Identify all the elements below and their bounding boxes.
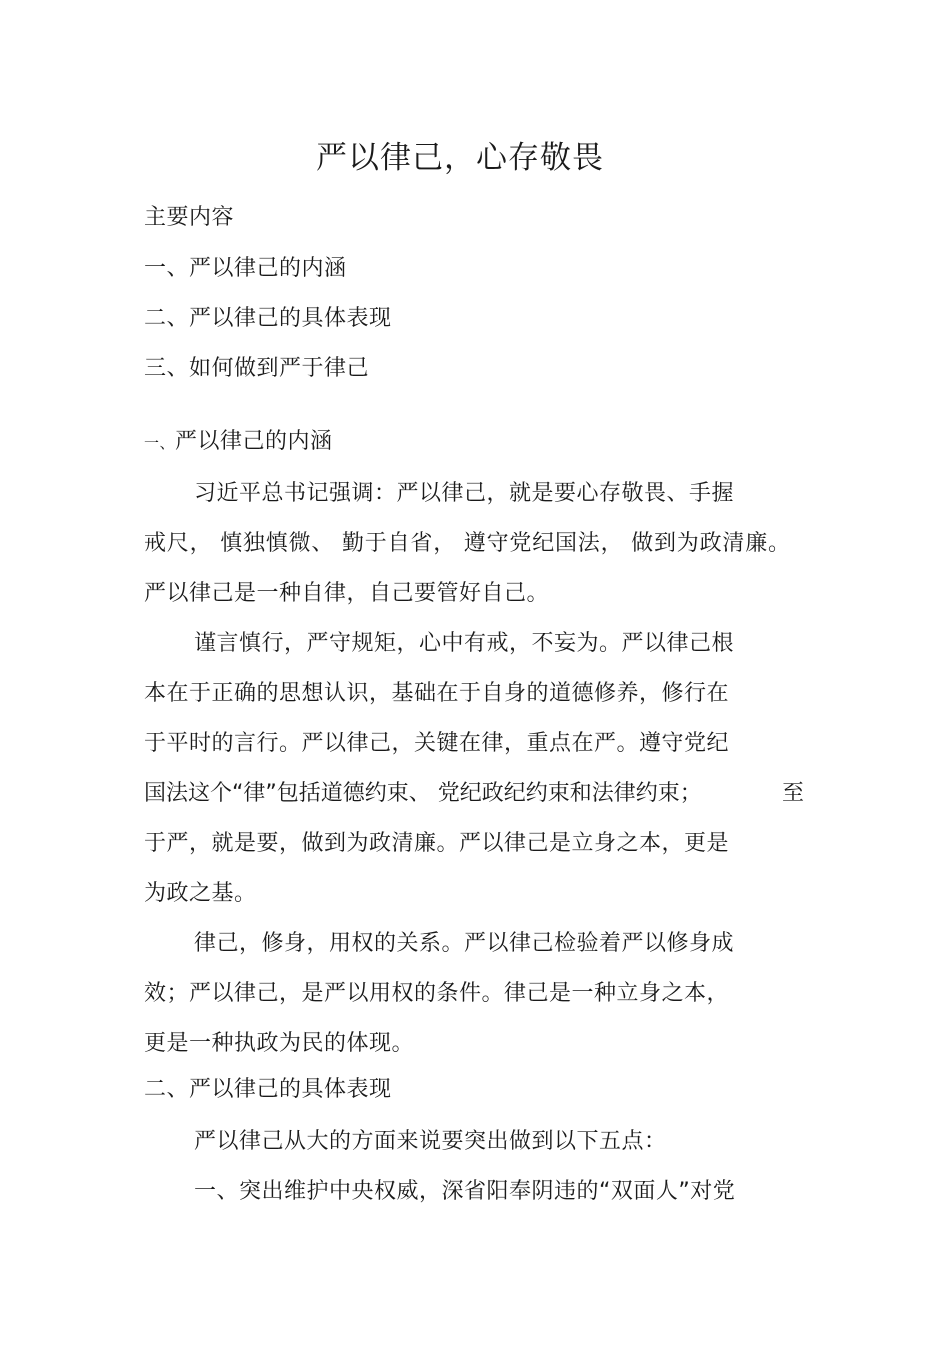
s1-p3-line1: 律己，修身，用权的关系。严以律己检验着严以修身成 [194,931,735,956]
s1-p2-line4: 国法这个“律”包括道德约束、 党纪政纪约束和法律约束； [144,781,702,806]
s1-p3-line2: 效；严以律己，是严以用权的条件。律己是一种立身之本， [144,981,730,1006]
section2-heading: 二、严以律己的具体表现 [144,1077,392,1102]
s1-p2-line2: 本在于正确的思想认识，基础在于自身的道德修养，修行在 [144,681,730,706]
s1-p1-line1: 习近平总书记强调：严以律己，就是要心存敬畏、手握 [194,481,735,506]
s1-p1-line2-text: 戒尺， 慎独慎微、 勤于自省， 遵守党纪国法， 做到为政清廉。 [144,531,790,556]
toc-heading: 主要内容 [144,205,235,230]
toc-item-2: 二、严以律己的具体表现 [144,306,392,331]
s1-p1-line3: 严以律己是一种自律，自己要管好自己。 [144,581,550,606]
section1-heading [144,427,333,458]
toc-item-3: 三、如何做到严于律己 [144,356,370,381]
s1-p2-line3: 于平时的言行。严以律己，关键在律，重点在严。遵守党纪 [144,731,730,756]
section1-title: 严以律己的内涵 [175,429,333,454]
s2-p2: 一、突出维护中央权威，深省阳奉阴违的“双面人”对党 [194,1179,736,1204]
section1-number: 一、 [144,434,176,452]
s1-p2-line6: 为政之基。 [144,881,257,906]
s1-p1-line2 [144,529,790,559]
toc-item-1: 一、严以律己的内涵 [144,256,347,281]
s1-p2-line1: 谨言慎行，严守规矩，心中有戒，不妄为。严以律己根 [194,631,735,656]
document-title: 严以律己，心存敬畏 [316,140,604,176]
s1-p3-line3: 更是一种执政为民的体现。 [144,1031,415,1056]
s1-p2-line5: 于严，就是要，做到为政清廉。严以律己是立身之本，更是 [144,831,730,856]
s2-p1: 严以律己从大的方面来说要突出做到以下五点： [194,1129,667,1154]
s1-p2-line4-tail: 至 [782,781,805,806]
